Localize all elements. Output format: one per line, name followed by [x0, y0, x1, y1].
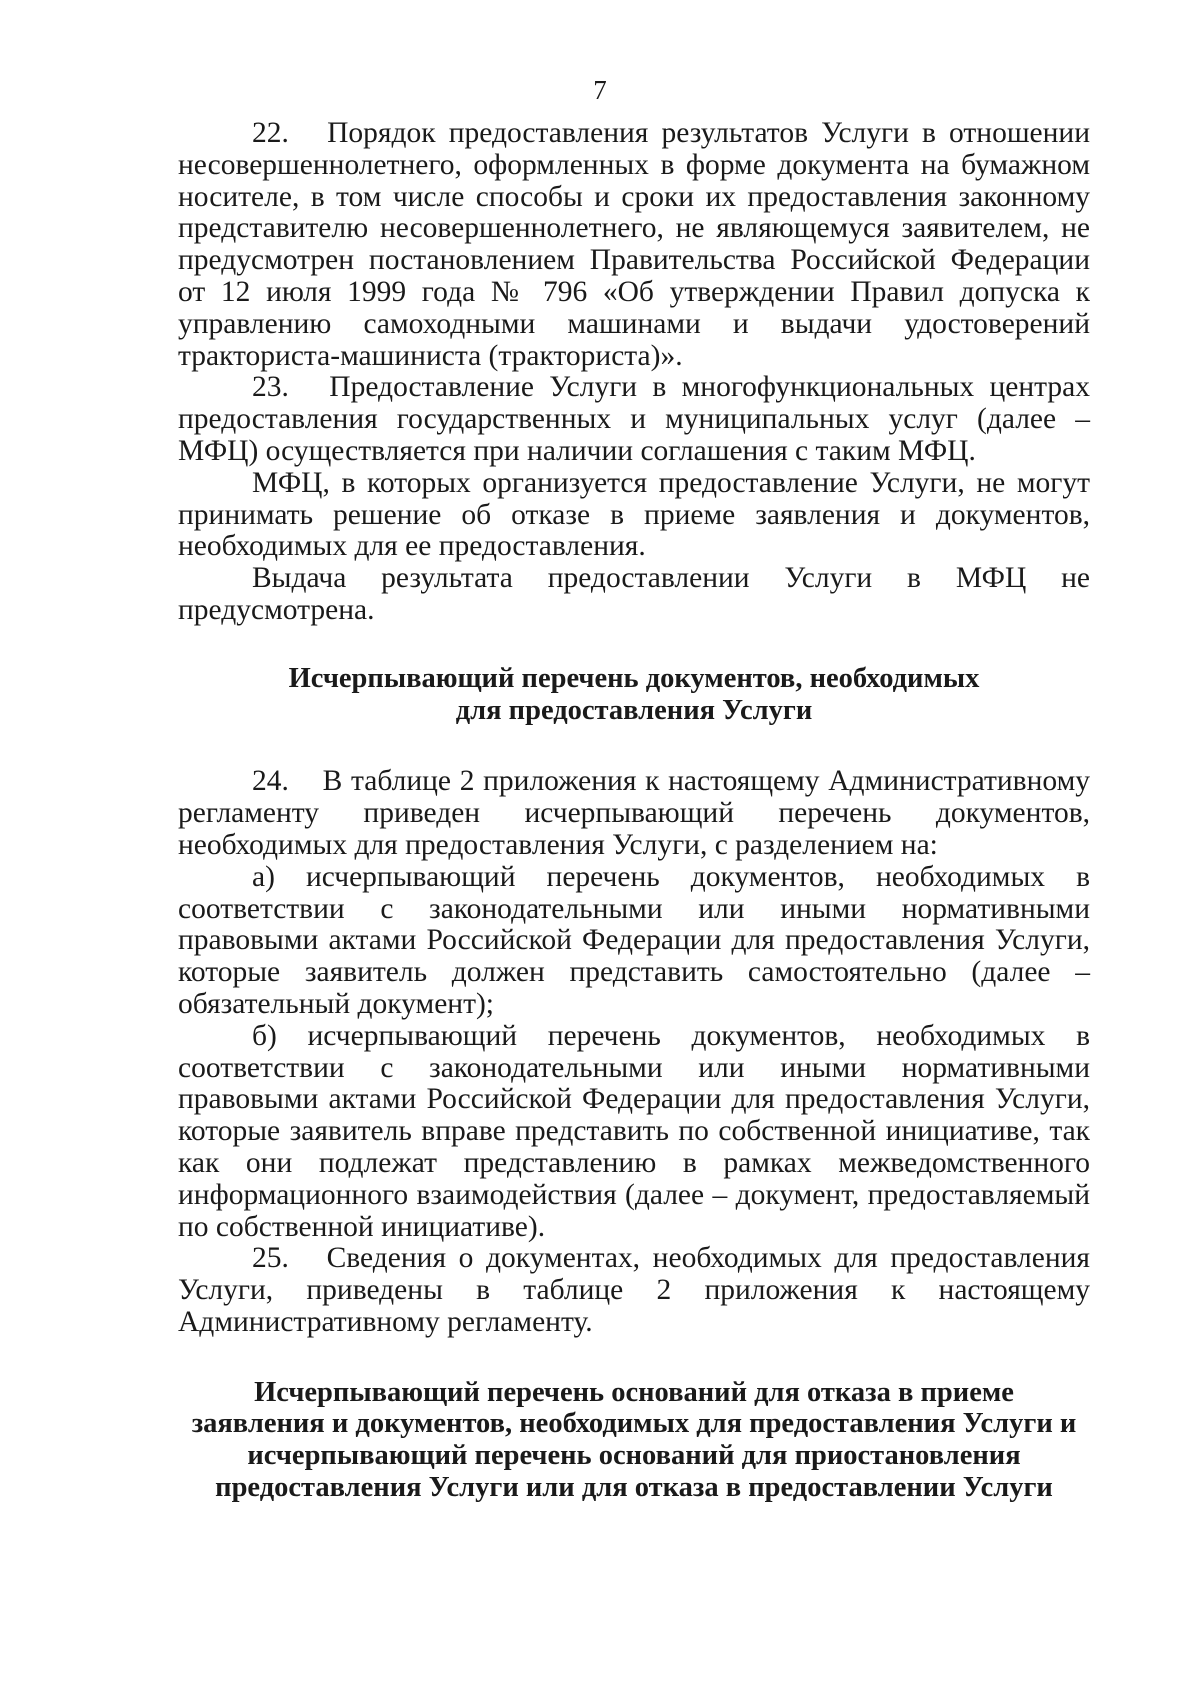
heading-line: Исчерпывающий перечень оснований для отказа в приеме [254, 1376, 1014, 1408]
paragraph-number: 25. [252, 1242, 289, 1275]
paragraph-text: В таблице 2 приложения к настоящему Административному регламенту приведен исчерпывающий перечень документов, необходимых для предоставления Услуги, с разделением на: [178, 765, 1090, 861]
paragraph-text: Выдача результата предоставлении Услуги в МФЦ не предусмотрена. [178, 562, 1090, 626]
paragraph-23 [178, 372, 1090, 467]
paragraph-text: Сведения о документах, необходимых для предоставления Услуги, приведены в таблице 2 приложения к настоящему Административному регламенту. [178, 1242, 1090, 1338]
paragraph-text: а) исчерпывающий перечень документов, необходимых в соответствии с законодательными или иными нормативными правовыми актами Российской Федерации для предоставления Услуги, которые заявитель должен представить самостоятельно (далее – обязательный документ); [178, 860, 1090, 1020]
paragraph-text: Предоставление Услуги в многофункциональных центрах предоставления государственных и муниципальных услуг (далее – МФЦ) осуществляется при наличии соглашения с таким МФЦ. [178, 371, 1090, 467]
heading-line: для предоставления Услуги [455, 694, 813, 726]
heading-line: Исчерпывающий перечень документов, необходимых [288, 662, 980, 694]
paragraph-number: 22. [252, 117, 289, 149]
paragraph-mfc-result [178, 563, 1090, 627]
paragraph-24-a [178, 862, 1090, 1021]
paragraph-text: Порядок предоставления результатов Услуги в отношении несовершеннолетнего, оформленных в форме документа на бумажном носителе, в том числе способы и сроки их предоставления законному представителю несовершеннолетнего, не являющемуся заявителем, не предусмотрен постановлением Правительства Российской Федерации от 12 июля 1999 года № 796 «Об утверждении Правил допуска к управлению самоходными машинами и выдачи удостоверений тракториста-машиниста (тракториста)». [178, 117, 1091, 372]
section-heading-documents [178, 663, 1090, 727]
paragraph-25 [178, 1243, 1090, 1338]
paragraph-text: МФЦ, в которых организуется предоставление Услуги, не могут принимать решение об отказе в приеме заявления и документов, необходимых для ее предоставления. [178, 466, 1090, 563]
heading-line: предоставления Услуги или для отказа в предоставлении Услуги [215, 1472, 1053, 1504]
heading-line: исчерпывающий перечень оснований для приостановления [247, 1440, 1021, 1472]
page-number: 7 [593, 75, 607, 105]
paragraph-24-b [178, 1021, 1090, 1244]
paragraph-22 [178, 118, 1090, 372]
paragraph-24 [178, 766, 1090, 861]
document-body [178, 118, 1090, 1504]
heading-line: заявления и документов, необходимых для предоставления Услуги и [191, 1408, 1077, 1440]
paragraph-text: б) исчерпывающий перечень документов, необходимых в соответствии с законодательными или иными нормативными правовыми актами Российской Федерации для предоставления Услуги, которые заявитель вправе представить по собственной инициативе, так как они подлежат представлению в рамках межведомственного информационного взаимодействия (далее – документ, предоставляемый по собственной инициативе). [178, 1019, 1090, 1243]
paragraph-mfc-restriction [178, 468, 1090, 563]
paragraph-number: 24. [252, 765, 289, 798]
section-heading-refusal-grounds [152, 1377, 1116, 1504]
paragraph-number: 23. [252, 371, 289, 404]
